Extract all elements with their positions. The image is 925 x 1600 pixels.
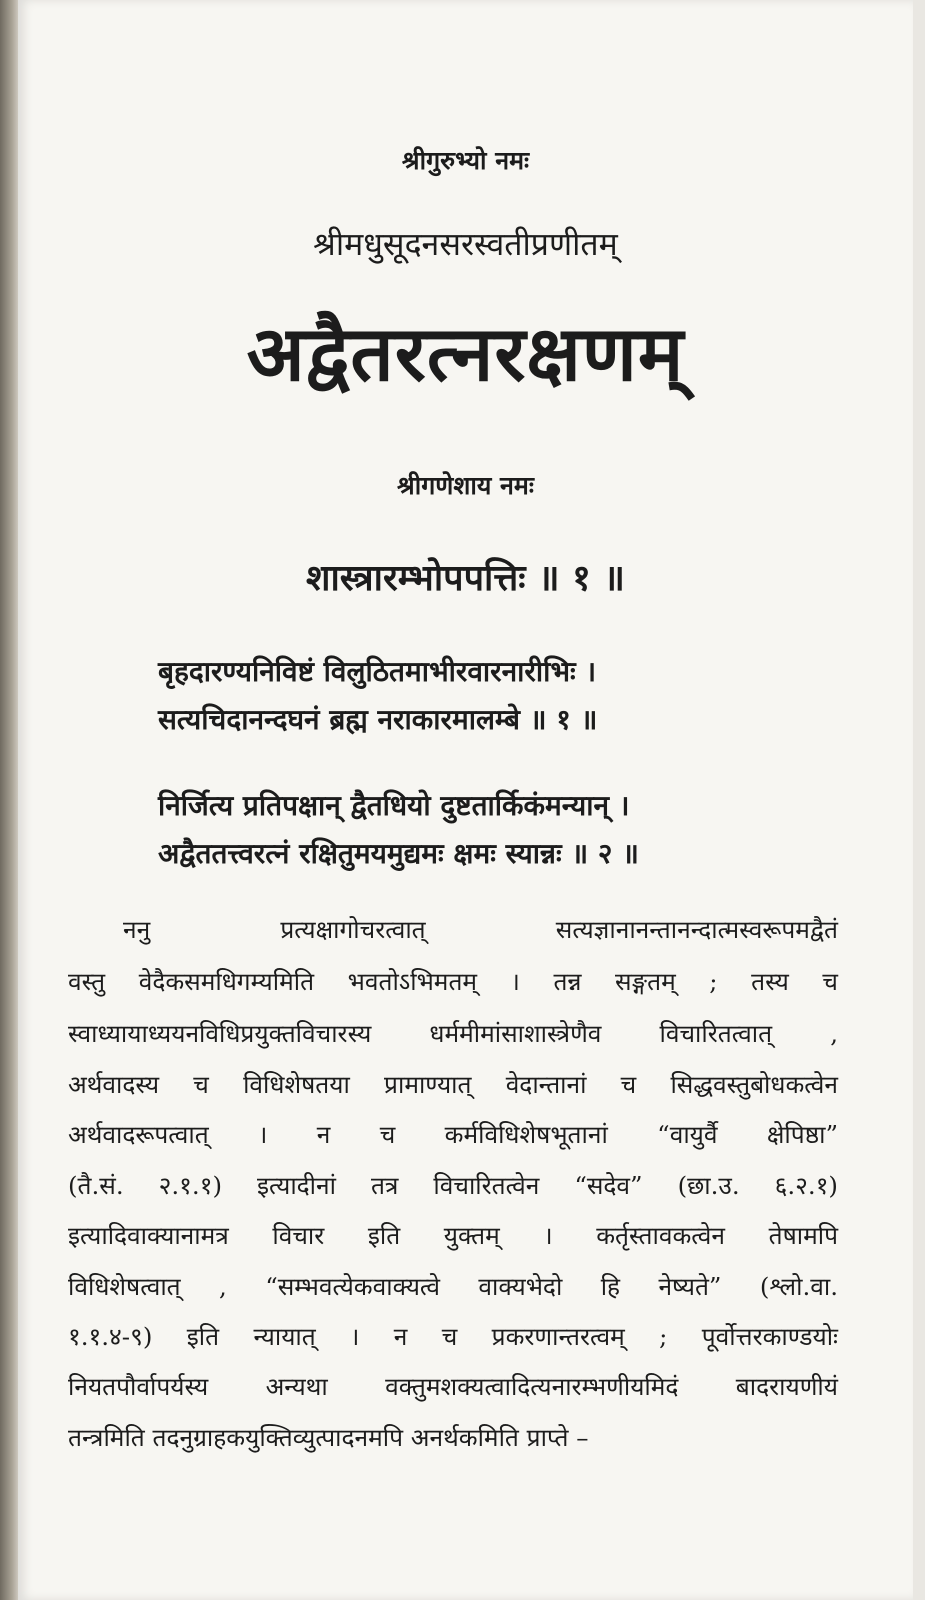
prose-line: ननु प्रत्यक्षागोचरत्वात् सत्यज्ञानानन्तानन्दात्मस्वरूपमद्वैतं	[123, 915, 838, 944]
prose-line: १.१.४-९) इति न्यायात् । न च प्रकरणान्तरत्वम् ; पूर्वोत्तरकाण्डयोः	[68, 1322, 838, 1351]
verse-1-line-2: सत्यचिदानन्दघनं ब्रह्म नराकारमालम्बे ॥ १ ॥	[158, 703, 598, 736]
prose-line: अर्थवादस्य च विधिशेषतया प्रामाण्यात् वेदान्तानां च सिद्धवस्तुबोधकत्वेन	[68, 1070, 838, 1099]
invocation-ganesha: श्रीगणेशाय नमः	[397, 471, 534, 500]
book-spine-shadow	[0, 0, 20, 1600]
verse-1-line-1: बृहदारण्यनिविष्टं विलुठितमाभीरवारनारीभिः ।	[158, 655, 597, 688]
prose-line: स्वाध्यायाध्ययनविधिप्रयुक्तविचारस्य धर्ममीमांसाशास्त्रेणैव विचारितत्वात् ,	[68, 1019, 838, 1048]
chapter-heading: शास्त्रारम्भोपपत्तिः ॥ १ ॥	[306, 557, 625, 599]
prose-line: विधिशेषत्वात् , “सम्भवत्येकवाक्यत्वे वाक्यभेदो हि नेष्यते” (श्लो.वा.	[68, 1272, 838, 1301]
prose-line: वस्तु वेदैकसमधिगम्यमिति भवतोऽभिमतम् । तन्न सङ्गतम् ; तस्य च	[68, 967, 838, 996]
author-line: श्रीमधुसूदनसरस्वतीप्रणीतम्	[313, 225, 618, 263]
book-page	[18, 0, 913, 1600]
prose-line: अर्थवादरूपत्वात् । न च कर्मविधिशेषभूतानां “वायुर्वै क्षेपिष्ठा”	[68, 1120, 838, 1149]
prose-line: नियतपौर्वापर्यस्य अन्यथा वक्तुमशक्यत्वादित्यनारम्भणीयमिदं बादरायणीयं	[68, 1372, 838, 1401]
invocation-guru: श्रीगुरुभ्यो नमः	[401, 146, 530, 175]
verse-2-line-2: अद्वैततत्त्वरत्नं रक्षितुमयमुद्यमः क्षमः स्यान्नः ॥ २ ॥	[158, 837, 639, 870]
page-title: अद्वैतरत्नरक्षणम्	[246, 309, 685, 398]
verse-2-line-1: निर्जित्य प्रतिपक्षान् द्वैतधियो दुष्टतार्किकंमन्यान् ।	[158, 789, 630, 822]
prose-line: (तै.सं. २.१.१) इत्यादीनां तत्र विचारितत्वेन “सदेव” (छा.उ. ६.२.१)	[68, 1171, 838, 1200]
prose-line: इत्यादिवाक्यानामत्र विचार इति युक्तम् । कर्तृस्तावकत्वेन तेषामपि	[68, 1221, 838, 1250]
prose-line: तन्त्रमिति तदनुग्राहकयुक्तिव्युत्पादनमपि अनर्थकमिति प्राप्ते –	[68, 1423, 589, 1452]
